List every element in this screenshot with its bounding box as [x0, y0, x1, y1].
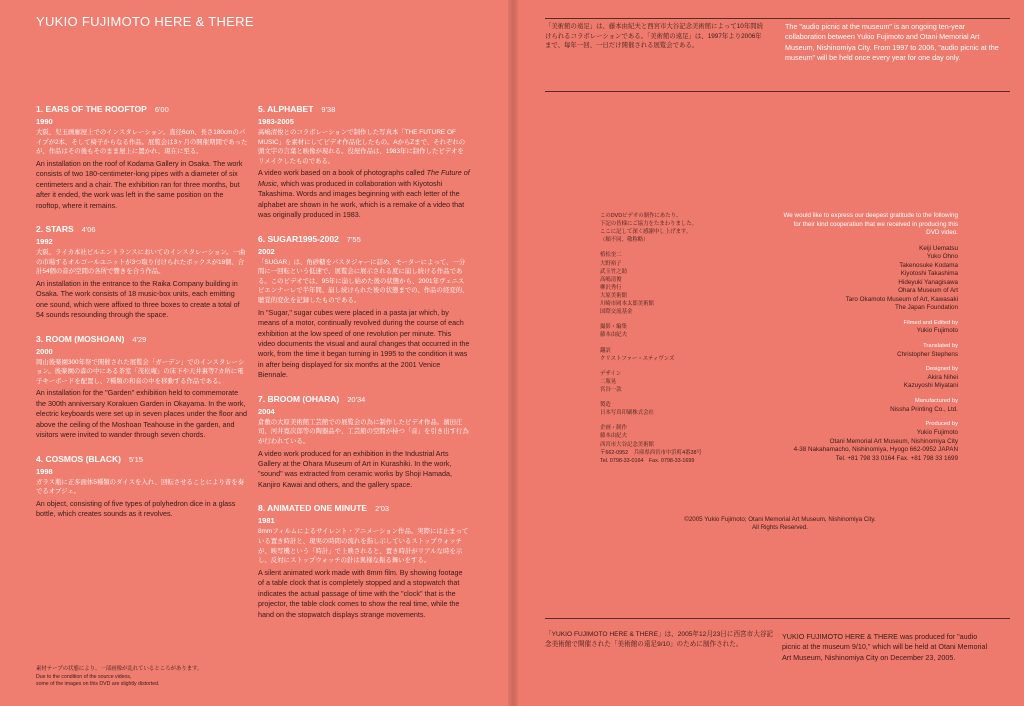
work-description-en: In "Sugar," sugar cubes were placed in a pasta jar which, by means of a motor, continually revolved during the course of each exhibition at the low speed of one revolution per minute. This video documents the visual and aural changes that occurred in the work, from the time it began turning in 1995 to the condition it was in after being displayed for six months at the 2001 Venice Biennale.: [258, 307, 470, 380]
booklet-title: YUKIO FUJIMOTO HERE & THERE: [36, 14, 254, 29]
credits-ja-names: 植松奎二 大野裕子 武玉竹之助 高嶋清俊 柳沢秀行 大原美術館 川崎市岡本太郎美術館 国際交流基金: [600, 252, 654, 316]
work-duration: 6'00: [154, 105, 169, 114]
work-year: 1998: [36, 466, 53, 476]
credits-ja-translated: 翻訳 クリストファー・スティヴンズ: [600, 347, 675, 362]
work-description-en: An object, consisting of five types of polyhedron dice in a glass bottle, which creates sounds as it revolves.: [36, 498, 236, 519]
work-description-en: A silent animated work made with 8mm film. By showing footage of a table clock that is completely stopped and a stopwatch that indicates the actual passage of time with the "clock" that is the projector, the table clock comes to show the real time, while the hand on the stopwatch displays strange movements.: [258, 567, 463, 619]
work-description-en: A video work based on a book of photographs called The Future of Music, which was produced in collaboration with Kiyotoshi Takashima. Words and images beginning with each letter of the alphabet are shown in he work, which is a remake of a video that was originally produced in 1983.: [258, 168, 470, 220]
work-entry: [36, 454, 248, 520]
work-title: 1. EARS OF THE ROOFTOP: [36, 104, 147, 114]
credits-en-translated: Translated by Christopher Stephens: [897, 342, 958, 358]
top-rule-lower: [545, 91, 1010, 92]
work-description-ja: 高嶋清俊とのコラボレーションで制作した写真本「THE FUTURE OF MUSIC」を素材にしてビデオ作品化したもの。AからZまで、それぞれの頭文字の言葉と映像が現れる。役屋作品は、1983年に制作したビデオをリメイクしたものである。: [258, 129, 466, 165]
work-description-ja: 倉敷の大原美術館工芸館での展覧会の為に制作したビデオ作品。濱田庄司、河井寛次郎等の陶器品や、工芸館の空間が持つ「音」を引き出す行為が行われている。: [258, 418, 469, 445]
credits-en-intro: We would like to express our deepest gratitude to the following for their kind cooperation that we received in producing this DVD video.: [783, 212, 958, 236]
credits-ja-produced: 企画・制作 藤本由紀夫 西宮市大谷記念美術館 〒662-0952 兵庫県西宮市中浜町4番38号 Tel. 0798-33-0164 Fax. 0798-33-1699: [600, 425, 702, 464]
credits-en: [780, 212, 958, 470]
book-title: The Future of Music: [258, 168, 470, 188]
bottom-rule: [545, 618, 1010, 619]
work-duration: 9'38: [321, 105, 336, 114]
work-duration: 7'55: [346, 234, 361, 244]
work-description-en: An installation for the "Garden" exhibition held to commemorate the 300th anniversary Korakuen Garden in Okayama. In the work, electric keyboards were set up in seven places under the floor and above the ceiling of the Moshoan Teahouse in the garden, and visitors were invited to wander through seven chords.: [36, 388, 247, 440]
work-year: 1983-2005: [258, 117, 294, 126]
credits-en-names: Keiji Uematsu Yuko Ohno Takenosuke Kodama Kiyotoshi Takashima Hideyuki Yanagisawa Ohara Museum of Art Taro Okamoto Museum of Art, Kawasaki The Japan Foundation: [845, 244, 958, 311]
work-year: 2002: [258, 246, 275, 256]
work-description-ja: 岡山後楽園300年祭で開催された展覧会「ガーデン」でのインスタレーション。後楽園の森の中にある茶室「茂松庵」の床下や天井裏等7カ所に電子キーボードを配置し、7種類の和音の中を移動する作品である。: [36, 358, 245, 385]
work-duration: 20'34: [347, 394, 366, 404]
work-entry: [258, 104, 470, 221]
footnote-en: Due to the condition of the source videos, some of the images on this DVD are slightly distorted.: [36, 673, 160, 687]
work-description-ja: 大阪、ライカ本社ビルエントランスにおいてのインスタレーション。一曲の市場するオルゴールユニットが3つ取り付けられたボックスが18個、合計54個の音が空間の各所で響きを合う作品。: [36, 249, 246, 276]
project-intro-en: The "audio picnic at the museum" is an ongoing ten-year collaboration between Yukio Fujimoto and Otani Memorial Art Museum, Nishinomiya City. From 1997 to 2006, "audio picnic at the museum" will be held once every year for one day only.: [785, 22, 999, 63]
credits-ja: [600, 212, 750, 472]
work-year: 1992: [36, 237, 53, 247]
work-title: 8. ANIMATED ONE MINUTE: [258, 503, 368, 514]
credits-ja-intro: このDVDビデオの制作にあたり、 下記の皆様にご協力をたまわりました。 ここに記して深く感謝申し上げます。 （順不同、敬称略）: [600, 213, 698, 244]
work-entry: [36, 224, 248, 321]
works-column-left: [36, 104, 248, 533]
work-title: 4. COSMOS (BLACK): [36, 453, 121, 464]
work-duration: 4'06: [81, 225, 96, 235]
booklet-spine: [508, 0, 518, 706]
credits-en-manufactured: Manufactured by Nissha Printing Co., Ltd.: [890, 397, 958, 413]
work-description-en: A video work produced for an exhibition in the Industrial Arts Gallery at the Ohara Museum of Art in Kurashiki. In the work, "sound" was extracted from ceramic works by Shoji Hamada, Kanjiro Kawai and others, and the gallery space.: [258, 448, 453, 489]
credits-ja-manufactured: 製造 日本写真印刷株式会社: [600, 402, 654, 417]
credits-en-filmed: Filmed and Edited by Yukio Fujimoto: [903, 319, 958, 335]
footnote-ja: 素材テープの状態により、一部画像が乱れているところがあります。: [36, 666, 203, 672]
production-note-en: YUKIO FUJIMOTO HERE & THERE was produced for "audio picnic at the museum 9/10," which will be held at Otani Memorial Art Museum, Nishinomiya City on December 23, 2005.: [782, 632, 988, 662]
work-year: 2004: [258, 406, 275, 416]
credits-en-produced: Produced by Yukio Fujimoto Otani Memorial Art Museum, Nishinomiya City 4-38 Nakahamacho, Nishinomiya, Hyogo 662-0952 JAPAN Tel. +81 798 33 0164 Fax. +81 798 33 1699: [793, 421, 958, 462]
work-entry: [258, 503, 470, 620]
work-description-en: An installation in the entrance to the Raika Company building in Osaka. The work consists of 18 music-box units, each emitting one sound, which were affixed to three boxes to create a total of 54 sounds resounding through the space.: [36, 278, 240, 320]
copyright-notice: ©2005 Yukio Fujimoto; Otani Memorial Art Museum, Nishinomiya City. All Rights Reserved.: [684, 516, 876, 532]
credits-ja-filmed: 撮影・編集 藤本由紀夫: [600, 324, 627, 339]
work-duration: 4'29: [132, 334, 147, 344]
work-duration: 5'15: [129, 454, 143, 464]
work-title: 7. BROOM (OHARA): [258, 393, 340, 404]
credits-ja-designed: デザイン 二瓶晃 宮谷一款: [600, 370, 622, 393]
project-intro-ja: 「美術館の遠足」は、藤本由紀夫と西宮市大谷記念美術館によって10年間続けられるコラボレーションである。「美術館の遠足」は、1997年より2006年まで、毎年一回、一日だけ開催される展覧会である。: [545, 23, 763, 50]
work-duration: 2'03: [375, 504, 390, 514]
work-year: 1990: [36, 117, 53, 126]
work-entry: [36, 334, 248, 441]
work-description-ja: 8mmフィルムによるサイレント・アニメーション作品。実際には止まっている置き時計と、現実の時間の流れを指し示しているストップウォッチが、映写機という「時計」で上映されると、置き時計がリアルな時を示し、反対にストップウォッチの針は異様な振る舞いをする。: [258, 528, 469, 565]
top-rule-upper: [545, 18, 1010, 19]
work-title: 3. ROOM (MOSHOAN): [36, 333, 125, 344]
work-description-ja: ガラス瓶に正多面体5種類のダイスを入れ、回転させることにより音を奏でるオブジェ。: [36, 478, 245, 496]
work-title: 6. SUGAR1995-2002: [258, 233, 339, 244]
distortion-footnote: [36, 666, 236, 688]
work-entry: [258, 394, 470, 491]
work-year: 1981: [258, 516, 275, 526]
work-description-ja: 大阪、児玉画廊屋上でのインスタレーション。直径6cm、長さ180cmのパイプが2本、そして椅子からなる作品。展覧会は3ヶ月の開催期間であったが、作品はその後もそのまま屋上に置かれ、現在に至る。: [36, 129, 248, 156]
work-year: 2000: [36, 346, 53, 356]
work-entry: [36, 104, 248, 211]
work-title: 2. STARS: [36, 224, 74, 235]
credits-en-designed: Designed by Akira Nihei Kazuyoshi Miyatani: [903, 366, 958, 390]
work-title: 5. ALPHABET: [258, 104, 314, 114]
works-column-right: [258, 104, 470, 633]
work-description-ja: 「SUGAR」は、角砂糖をパスタジャーに詰め、モーターによって、一分間に一回転という低速で、展覧会に展示される度に崩し続ける作品である。このビデオでは、95年に崩し始めた後の状態から、2001年ヴェニスビエンナーレで半年間、崩し続けられた後の状態までの、作品の経変的、聴覚的変化を記録したものである。: [258, 258, 469, 305]
production-note-ja: 「YUKIO FUJIMOTO HERE & THERE」は、2005年12月23日に西宮市大谷記念美術館で開催された「美術館の遠足9/10」のために制作された。: [545, 631, 774, 648]
work-entry: [258, 234, 470, 381]
work-description-en: An installation on the roof of Kodama Gallery in Osaka. The work consists of two 180-centimeter-long pipes with a diameter of six centimeters and a chair. The exhibition ran for three months, but after it ended, the work was left in the same position on the rooftop, where it remains.: [36, 158, 243, 210]
